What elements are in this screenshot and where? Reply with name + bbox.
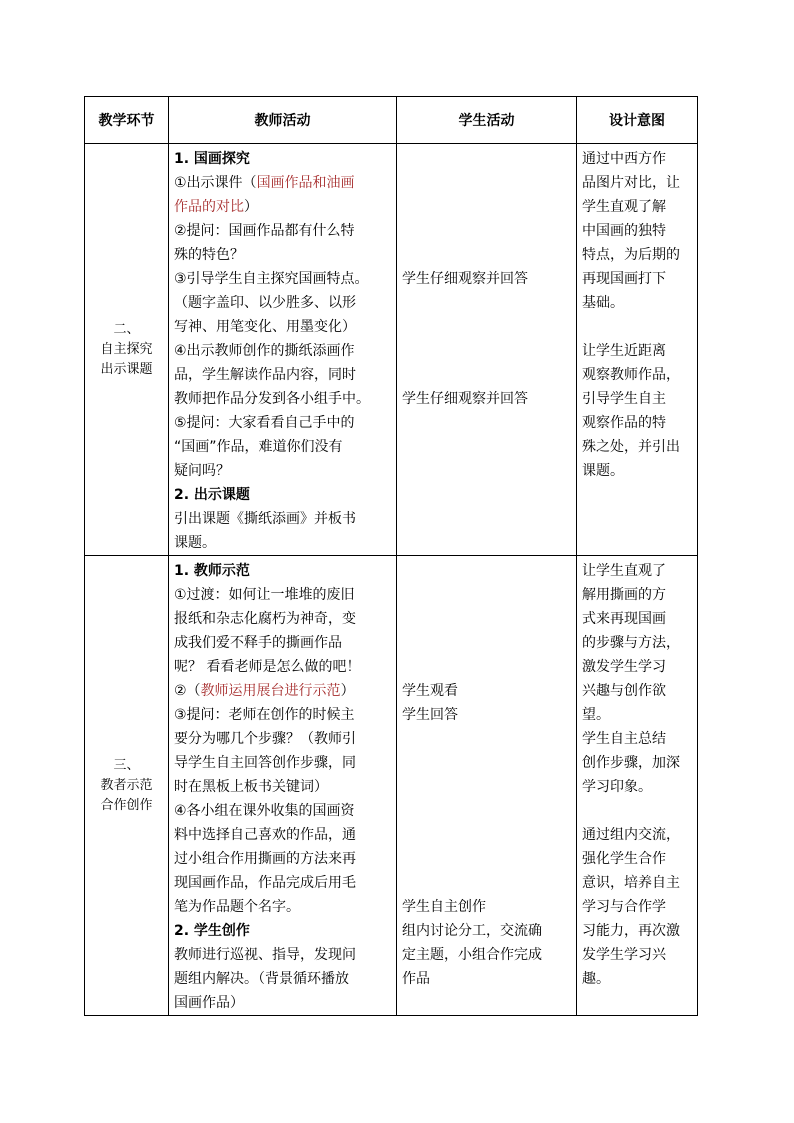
teacher-activity-line [174, 871, 391, 895]
highlighted-text: 国画作品和油画 [256, 175, 355, 191]
teacher-activity-line [174, 435, 391, 459]
blank-line [402, 727, 571, 751]
blank-line [402, 243, 571, 267]
section-heading: 2. 出示课题 [174, 487, 250, 503]
student-activity-line: 定主题，小组合作完成 [402, 947, 542, 963]
blank-line [402, 219, 571, 243]
activity-text: 时在黑板上板书关键词） [174, 779, 328, 795]
design-intent-line: 基础。 [582, 295, 624, 311]
student-activity-line: 学生仔细观察并回答 [402, 391, 528, 407]
header-stage: 教学环节 [85, 97, 169, 144]
blank-line [402, 171, 571, 195]
stage-cell [85, 144, 169, 556]
stage-line: 三、 [113, 757, 140, 773]
header-design-intent: 设计意图 [577, 97, 698, 144]
blank-line [582, 315, 692, 339]
design-intent-line: 中国画的独特 [582, 223, 666, 239]
design-intent-line: 激发学生学习 [582, 659, 666, 675]
teacher-activity-line [174, 823, 391, 847]
blank-line [402, 823, 571, 847]
design-intent-line: 强化学生合作 [582, 851, 666, 867]
teacher-activity-line [174, 507, 391, 531]
teacher-activity-line [174, 727, 391, 751]
design-intent-line: 通过组内交流， [582, 827, 680, 843]
teacher-activity-line [174, 267, 391, 291]
teacher-activity-line [174, 339, 391, 363]
design-intent-line: 趣。 [582, 971, 610, 987]
design-intent-line: 式来再现国画 [582, 611, 666, 627]
lesson-plan-table [84, 96, 698, 1016]
teacher-activity-line [174, 147, 391, 171]
stage-line: 二、 [113, 321, 140, 337]
activity-text: 料中选择自己喜欢的作品，通 [174, 827, 356, 843]
activity-text: “国画”作品，难道你们没有 [174, 439, 343, 455]
teacher-activity-line [174, 655, 391, 679]
activity-text: 笔为作品题个名字。 [174, 899, 300, 915]
activity-text: 写神、用笔变化、用墨变化） [174, 319, 356, 335]
design-intent-line: 学习与合作学 [582, 899, 666, 915]
header-teacher-activity: 教师活动 [169, 97, 397, 144]
blank-line [402, 291, 571, 315]
table-row [85, 556, 698, 1016]
blank-line [402, 195, 571, 219]
activity-text: 国画作品） [174, 995, 244, 1011]
teacher-activity-line [174, 991, 391, 1015]
activity-text: （题字盖印、以少胜多、以形 [174, 295, 356, 311]
blank-line [402, 147, 571, 171]
activity-text: 品，学生解读作品内容，同时 [174, 367, 356, 383]
teacher-activity-line [174, 703, 391, 727]
activity-text: 报纸和杂志化腐朽为神奇，变 [174, 611, 356, 627]
design-intent-line: 发学生学习兴 [582, 947, 666, 963]
blank-line [402, 363, 571, 387]
blank-line [402, 583, 571, 607]
design-intent-cell [577, 556, 698, 1016]
header-student-activity: 学生活动 [397, 97, 577, 144]
design-intent-line: 观察教师作品， [582, 367, 680, 383]
student-activity-line: 学生回答 [402, 707, 458, 723]
blank-line [402, 751, 571, 775]
teacher-activity-line [174, 775, 391, 799]
teacher-activity-line [174, 895, 391, 919]
design-intent-line: 让学生直观了 [582, 563, 666, 579]
teacher-activity-line [174, 171, 391, 195]
design-intent-line: 观察作品的特 [582, 415, 666, 431]
table-row [85, 144, 698, 556]
activity-text: ④出示教师创作的撕纸添画作 [174, 343, 355, 359]
activity-text: 殊的特色？ [174, 247, 244, 263]
student-activity-line: 学生仔细观察并回答 [402, 271, 528, 287]
teacher-activity-line [174, 315, 391, 339]
activity-text: ②（ [174, 683, 201, 699]
teacher-activity-line [174, 679, 391, 703]
blank-line [582, 799, 692, 823]
activity-text: 引出课题《撕纸添画》并板书 [174, 511, 356, 527]
activity-text: 教师进行巡视、指导，发现问 [174, 947, 356, 963]
activity-text: 现国画作品，作品完成后用毛 [174, 875, 356, 891]
activity-text: ①过渡：如何让一堆堆的废旧 [174, 587, 355, 603]
activity-text: ） [244, 199, 258, 215]
table-body [85, 144, 698, 1016]
activity-text: 疑问吗？ [174, 463, 230, 479]
activity-text: 要分为哪几个步骤？（教师引 [174, 731, 356, 747]
activity-text: 呢？ 看看老师是怎么做的吧！ [174, 659, 361, 675]
activity-text: ⑤提问：大家看看自己手中的 [174, 415, 355, 431]
blank-line [402, 871, 571, 895]
design-intent-line: 引导学生自主 [582, 391, 666, 407]
teacher-activity-line [174, 411, 391, 435]
design-intent-line: 再现国画打下 [582, 271, 666, 287]
student-activity-line: 学生自主创作 [402, 899, 486, 915]
student-activity-line: 组内讨论分工，交流确 [402, 923, 542, 939]
activity-text: 成我们爱不释手的撕画作品 [174, 635, 342, 651]
stage-line: 自主探究 [100, 341, 153, 357]
activity-text: ③提问：老师在创作的时候主 [174, 707, 355, 723]
design-intent-line: 兴趣与创作欲 [582, 683, 666, 699]
teacher-activity-line [174, 967, 391, 991]
highlighted-text: 作品的对比 [174, 199, 244, 215]
teacher-activity-line [174, 583, 391, 607]
activity-text: ④各小组在课外收集的国画资 [174, 803, 355, 819]
activity-text: ①出示课件（ [174, 175, 257, 191]
blank-line [402, 631, 571, 655]
teacher-activity-line [174, 607, 391, 631]
stage-line: 教者示范 [100, 777, 153, 793]
design-intent-line: 特点，为后期的 [582, 247, 680, 263]
blank-line [402, 559, 571, 583]
teacher-activity-line [174, 195, 391, 219]
teacher-activity-line [174, 631, 391, 655]
section-heading: 1. 国画探究 [174, 151, 250, 167]
table-header-row [85, 97, 698, 144]
design-intent-line: 习能力，再次激 [582, 923, 680, 939]
teacher-activity-line [174, 459, 391, 483]
activity-text: 过小组合作用撕画的方法来再 [174, 851, 356, 867]
teacher-activity-line [174, 483, 391, 507]
blank-line [402, 339, 571, 363]
section-heading: 1. 教师示范 [174, 563, 250, 579]
teacher-activity-line [174, 291, 391, 315]
blank-line [402, 775, 571, 799]
teacher-activity-line [174, 559, 391, 583]
design-intent-line: 通过中西方作 [582, 151, 666, 167]
teacher-activity-line [174, 919, 391, 943]
activity-text: 课题。 [174, 535, 216, 551]
teacher-activity-cell [169, 144, 397, 556]
design-intent-line: 课题。 [582, 463, 624, 479]
teacher-activity-line [174, 943, 391, 967]
activity-text: ②提问：国画作品都有什么特 [174, 223, 355, 239]
stage-line: 合作创作 [100, 797, 153, 813]
design-intent-line: 意识，培养自主 [582, 875, 680, 891]
activity-text: 导学生自主回答创作步骤，同 [174, 755, 356, 771]
student-activity-cell [397, 144, 577, 556]
student-activity-line: 学生观看 [402, 683, 458, 699]
design-intent-line: 创作步骤，加深 [582, 755, 680, 771]
blank-line [402, 315, 571, 339]
activity-text: ） [340, 683, 355, 699]
design-intent-line: 让学生近距离 [582, 343, 666, 359]
activity-text: 题组内解决。（背景循环播放 [174, 971, 349, 987]
design-intent-line: 学习印象。 [582, 779, 652, 795]
teacher-activity-cell [169, 556, 397, 1016]
teacher-activity-line [174, 847, 391, 871]
stage-cell [85, 556, 169, 1016]
teacher-activity-line [174, 363, 391, 387]
blank-line [402, 799, 571, 823]
teacher-activity-line [174, 531, 391, 555]
blank-line [402, 655, 571, 679]
teacher-activity-line [174, 243, 391, 267]
design-intent-line: 品图片对比，让 [582, 175, 680, 191]
teacher-activity-line [174, 387, 391, 411]
highlighted-text: 教师运用展台进行示范 [200, 683, 341, 699]
blank-line [402, 847, 571, 871]
section-heading: 2. 学生创作 [174, 923, 250, 939]
activity-text: ③引导学生自主探究国画特点。 [174, 271, 369, 287]
activity-text: 教师把作品分发到各小组手中。 [174, 391, 370, 407]
student-activity-line: 作品 [402, 971, 430, 987]
teacher-activity-line [174, 799, 391, 823]
design-intent-line: 望。 [582, 707, 610, 723]
blank-line [402, 607, 571, 631]
design-intent-cell [577, 144, 698, 556]
design-intent-line: 学生直观了解 [582, 199, 666, 215]
teacher-activity-line [174, 219, 391, 243]
teacher-activity-line [174, 751, 391, 775]
student-activity-cell [397, 556, 577, 1016]
design-intent-line: 学生自主总结 [582, 731, 666, 747]
design-intent-line: 的步骤与方法， [582, 635, 680, 651]
design-intent-line: 殊之处，并引出 [582, 439, 680, 455]
design-intent-line: 解用撕画的方 [582, 587, 666, 603]
stage-line: 出示课题 [100, 361, 153, 377]
